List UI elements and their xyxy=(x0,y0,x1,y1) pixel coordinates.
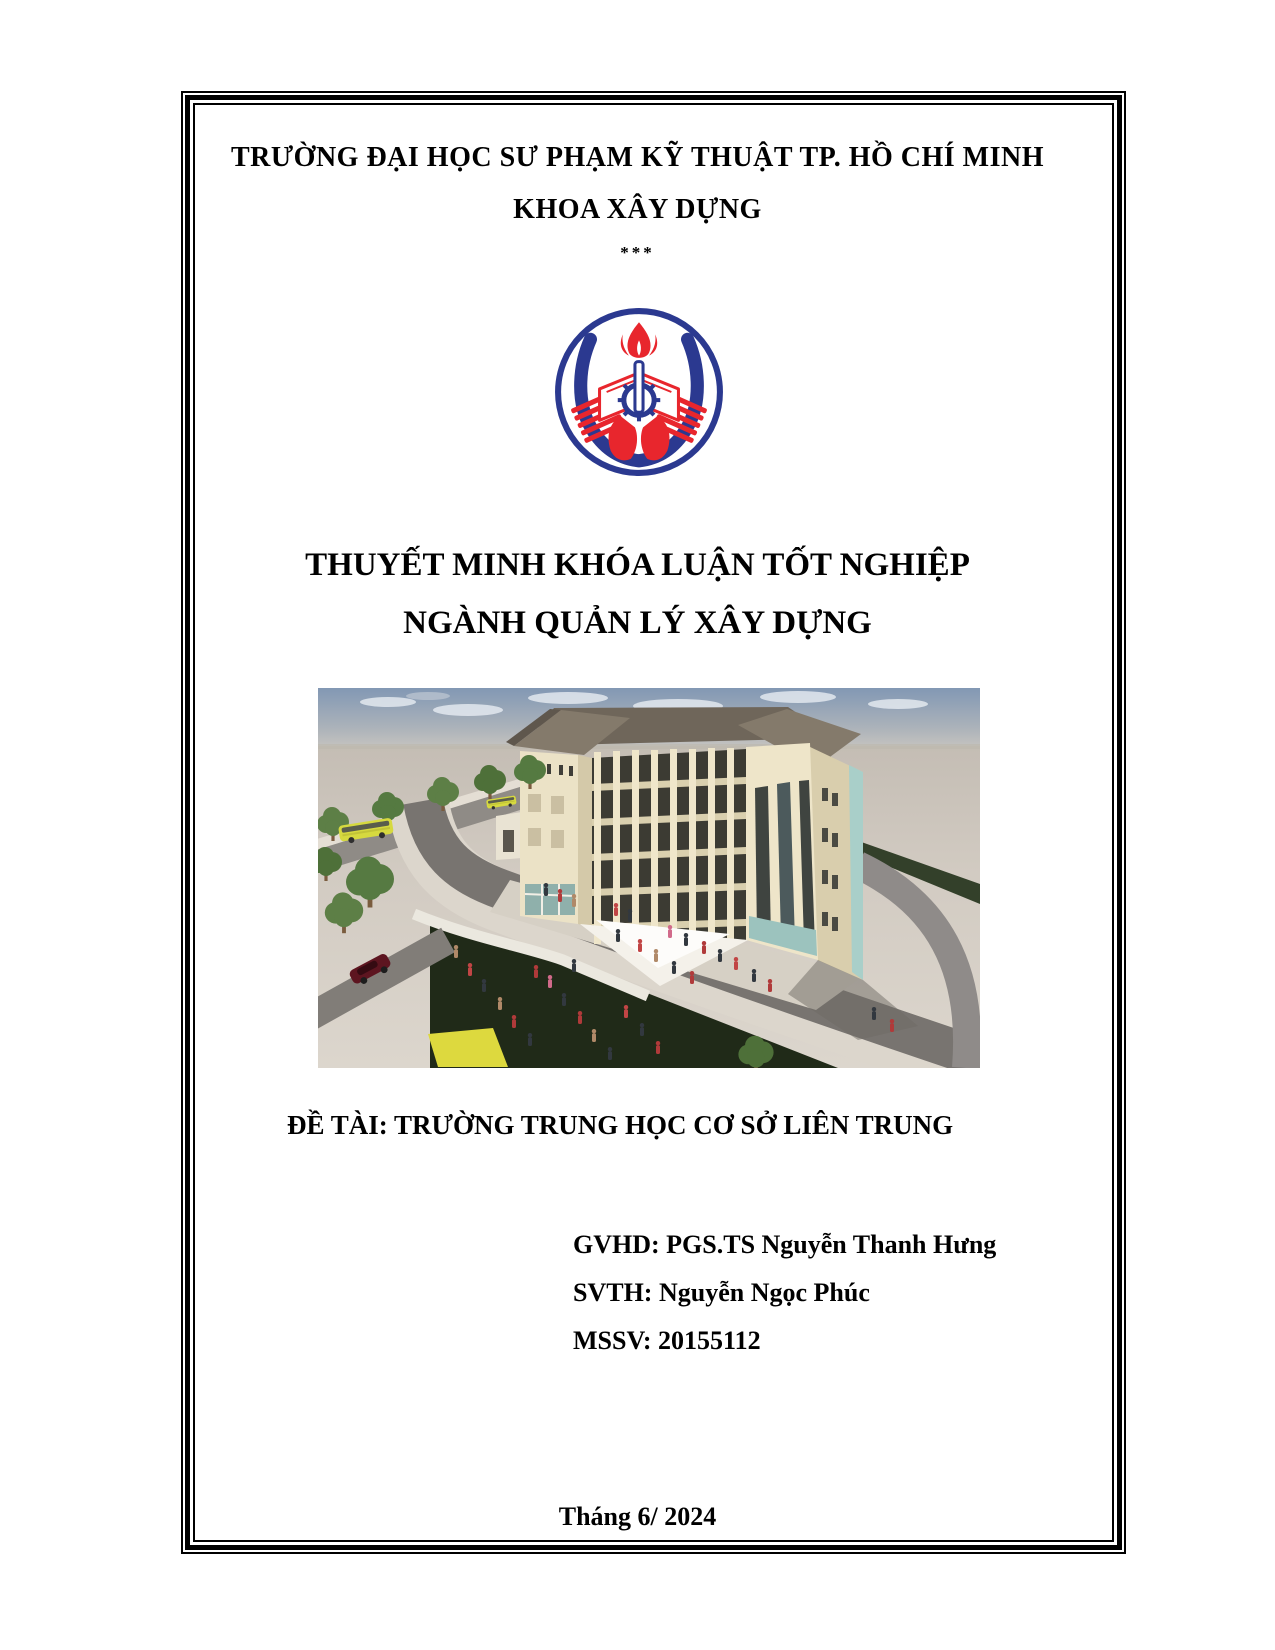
hcmute-logo-icon xyxy=(553,306,725,478)
faculty-name: KHOA XÂY DỰNG xyxy=(513,194,762,225)
logo-candle xyxy=(635,362,643,413)
student-id-line: MSSV: 20155112 xyxy=(573,1326,761,1355)
advisor-line: GVHD: PGS.TS Nguyễn Thanh Hưng xyxy=(573,1230,997,1259)
university-name: TRƯỜNG ĐẠI HỌC SƯ PHẠM KỸ THUẬT TP. HỒ CHÍ MINH xyxy=(230,142,1044,173)
thesis-topic: ĐỀ TÀI: TRƯỜNG TRUNG HỌC CƠ SỞ LIÊN TRUNG xyxy=(287,1110,954,1140)
thesis-title-line2: NGÀNH QUẢN LÝ XÂY DỰNG xyxy=(403,605,872,641)
cover-image-building-render xyxy=(318,688,980,1068)
horizon-line xyxy=(318,744,980,749)
thesis-title-line1: THUYẾT MINH KHÓA LUẬN TỐT NGHIỆP xyxy=(305,547,970,583)
annex-block xyxy=(496,812,522,860)
star-separator: *** xyxy=(620,243,655,262)
publication-date: Tháng 6/ 2024 xyxy=(558,1502,717,1531)
student-line: SVTH: Nguyễn Ngọc Phúc xyxy=(573,1278,870,1307)
